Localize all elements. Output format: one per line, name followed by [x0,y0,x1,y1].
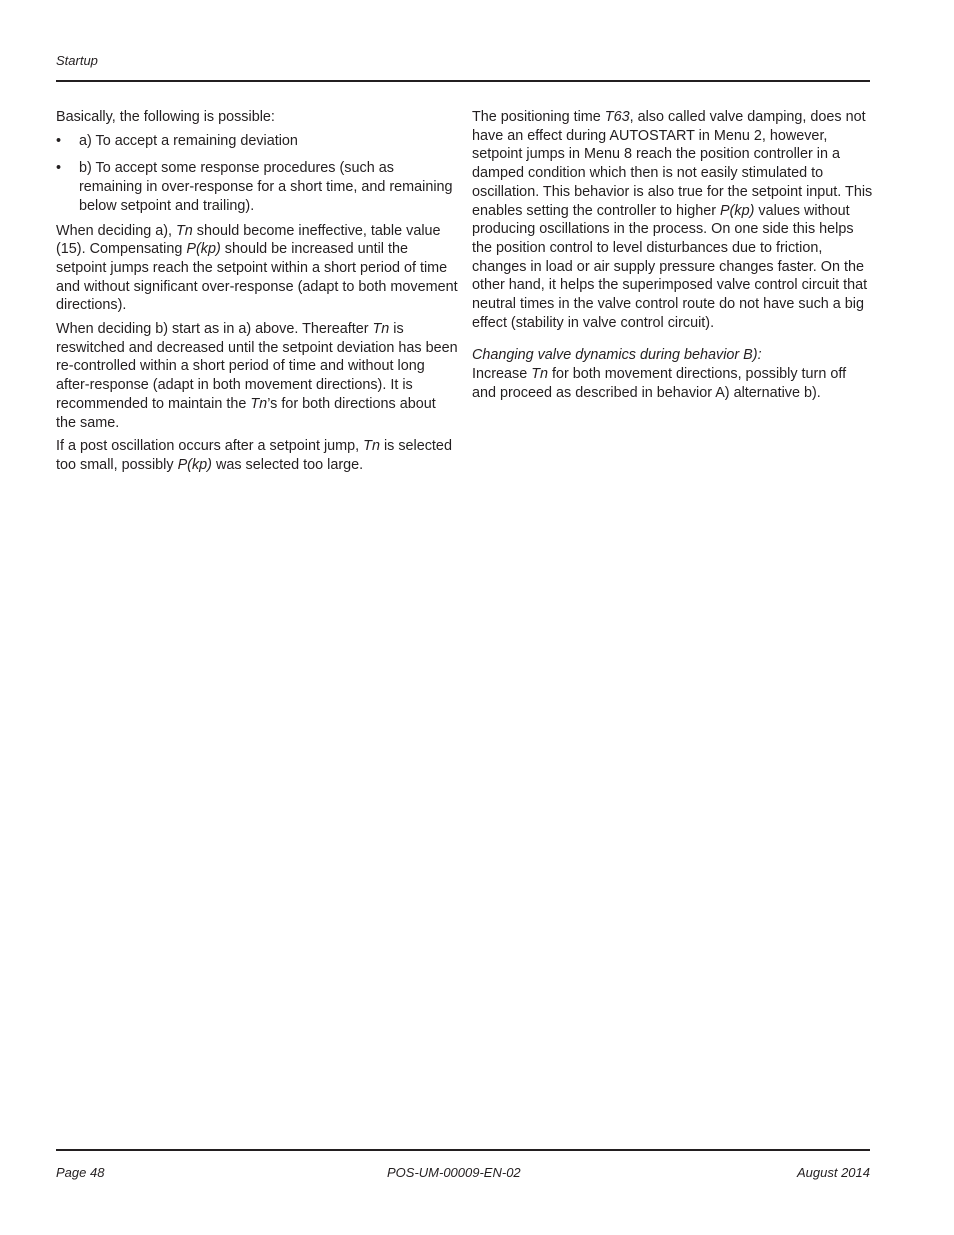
subheading: Changing valve dynamics during behavior B): [472,347,762,364]
list-item [56,132,458,151]
footer-rule [56,1149,870,1151]
left-column [56,108,458,480]
right-column [472,108,874,408]
header-rule [56,80,870,82]
paragraph-decision-b: When deciding b) start as in a) above. Thereafter Tn is reswitched and decreased until the setpoint deviation has been re-controlled within a short period of time and without long after-response (adapt in both movement directions). It is recommended to maintain the Tn’s for both directions about the same. [56,321,458,431]
paragraph-decision-a: When deciding a), Tn should become ineffective, table value (15). Compensating P(kp) should be increased until the setpoint jumps reach the setpoint within a short period of time and without significant over-response (adapt to both movement directions). [56,222,458,314]
page-number: Page 48 [56,1165,105,1180]
paragraph-valve-dynamics: Changing valve dynamics during behavior B): Increase Tn for both movement directions, possibly turn off and proceed as described in behavior A) alternative b). [472,347,847,401]
list-item-text: b) To accept some response procedures (such as remaining in over-response for a short time, and remaining below setpoint and trailing). [79,160,453,214]
bullet-icon: • [56,132,62,149]
paragraph-post-oscillation: If a post oscillation occurs after a setpoint jump, Tn is selected too small, possibly P(kp) was selected too large. [56,438,452,473]
bullet-icon: • [56,160,62,177]
list-item-text: a) To accept a remaining deviation [79,132,298,149]
intro-paragraph: Basically, the following is possible: [56,109,275,125]
paragraph-positioning-time: The positioning time T63, also called valve damping, does not have an effect during AUTOSTART in Menu 2, however, setpoint jumps in Menu 8 reach the position controller in a damped condition which then is not easily stimulated to oscillation. This behavior is also true for the setpoint input. This enables setting the controller to higher P(kp) values without producing oscillations in the process. On one side this helps the position control to level disturbances due to friction, changes in load or air supply pressure changes faster. On the other hand, it helps the superimposed valve control circuit that neutral times in the valve control route do not have such a big effect (stability in valve control circuit). [472,109,873,331]
list-item [56,159,458,215]
option-list [56,132,458,216]
section-label: Startup [56,53,98,68]
publication-date: August 2014 [796,1165,870,1180]
document-id: POS-UM-00009-EN-02 [387,1165,521,1180]
